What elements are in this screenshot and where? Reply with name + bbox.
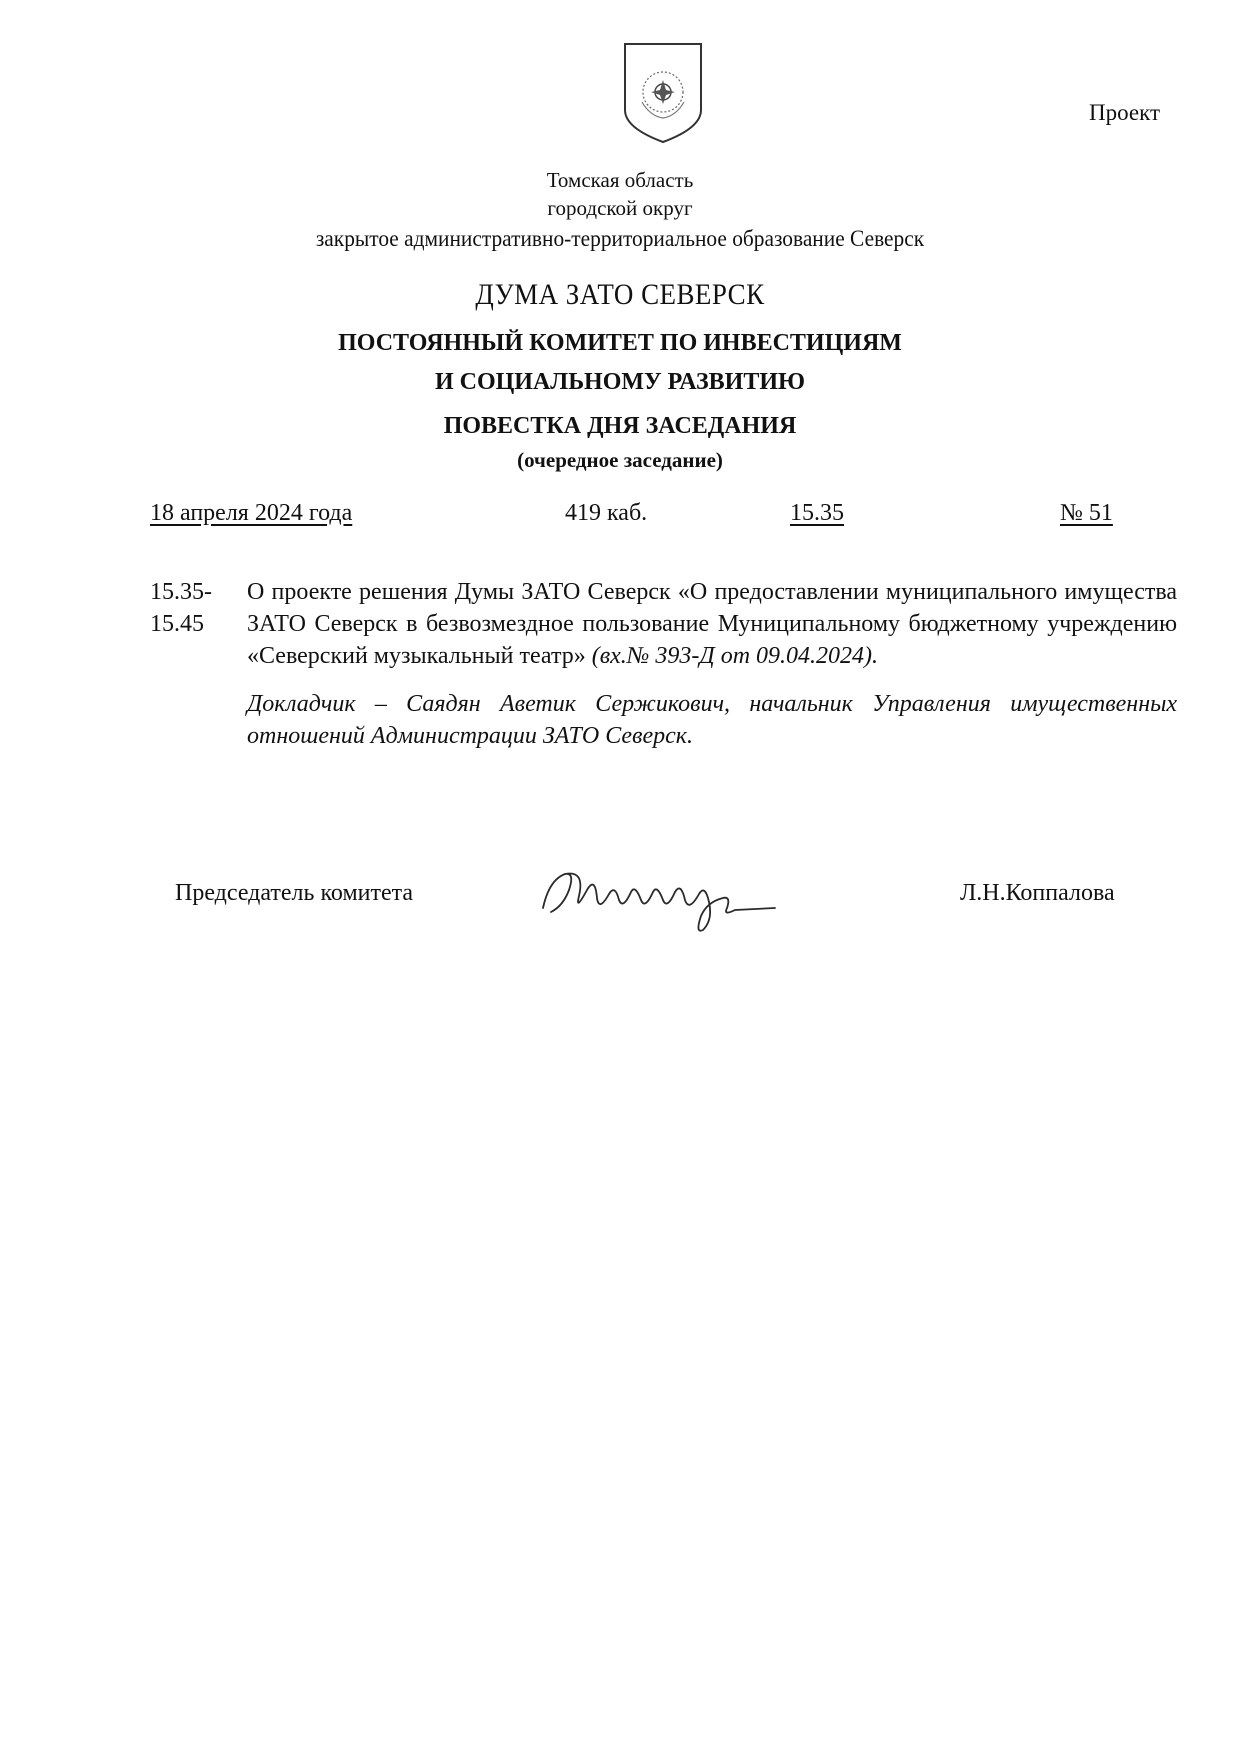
- handwritten-signature: [535, 850, 825, 940]
- committee-title-line1: ПОСТОЯННЫЙ КОМИТЕТ ПО ИНВЕСТИЦИЯМ: [338, 330, 902, 356]
- duma-title: ДУМА ЗАТО СЕВЕРСК: [475, 278, 765, 311]
- draft-label: Проект: [1088, 100, 1160, 125]
- item-time-start: 15.35-: [150, 579, 212, 605]
- meeting-number: № 51: [1060, 500, 1113, 526]
- agenda-item: [247, 576, 1177, 752]
- signature-label: Председатель комитета: [175, 880, 414, 906]
- agenda-item-text: [247, 576, 1177, 672]
- item-reference: (вх.№ 393-Д от 09.04.2024).: [591, 643, 879, 669]
- header-region: Томская область: [546, 168, 694, 192]
- item-speaker: Докладчик – Саядян Аветик Сержикович, начальник Управления имущественных отношений Администрации ЗАТО Северск.: [247, 691, 1177, 749]
- meeting-time: 15.35: [790, 500, 844, 526]
- agenda-item-time: [150, 576, 230, 640]
- agenda-subtitle: (очередное заседание): [517, 448, 723, 472]
- agenda-title: ПОВЕСТКА ДНЯ ЗАСЕДАНИЯ: [443, 413, 797, 439]
- header-district: городской округ: [547, 196, 693, 220]
- coat-of-arms-icon: [620, 40, 706, 146]
- header-zato: закрытое административно-территориальное образование Северск: [315, 226, 925, 251]
- item-text: О проекте решения Думы ЗАТО Северск «О предоставлении муниципального имущества ЗАТО Северск в безвозмездное пользование Муниципальному бюджетному учреждению «Северский музыкальный театр»: [247, 579, 1177, 669]
- meeting-room: 419 каб.: [565, 500, 648, 526]
- meeting-date: 18 апреля 2024 года: [150, 500, 353, 526]
- item-time-end: 15.45: [150, 611, 204, 637]
- signature-name: Л.Н.Коппалова: [960, 880, 1115, 906]
- committee-title-line2: И СОЦИАЛЬНОМУ РАЗВИТИЮ: [434, 369, 806, 395]
